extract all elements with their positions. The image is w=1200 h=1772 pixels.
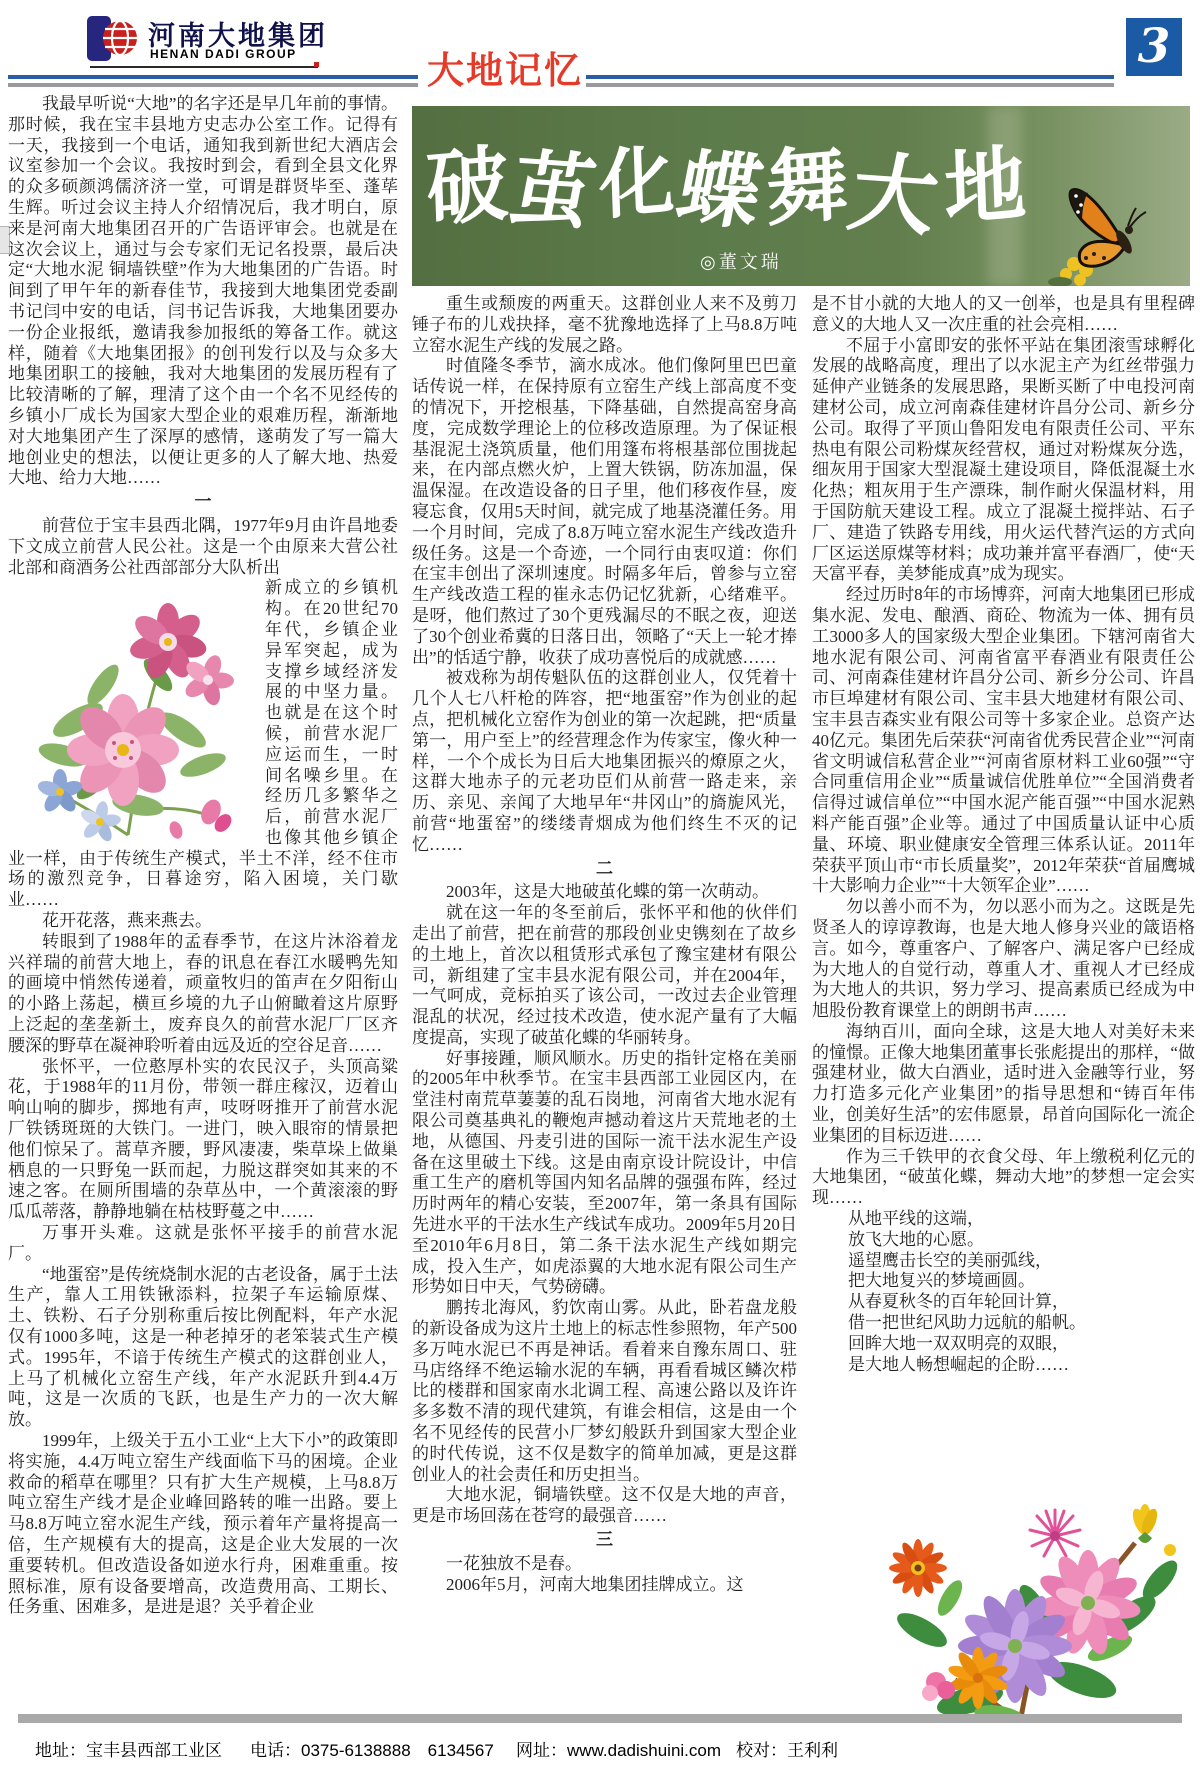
left-column [8, 94, 398, 1618]
footer-address: 地址：宝丰县西部工业区 [35, 1741, 222, 1760]
footer-proofreader: 校对：王利利 [736, 1741, 838, 1760]
poem-line: 回眸大地一双双明亮的双眼， [848, 1333, 1069, 1353]
paragraph: 前营位于宝丰县西北隅，1977年9月由许昌地委下文成立前营人民公社。这是一个由原来大营公社北部和商酒务公社西部部分大队析出 [8, 515, 398, 577]
footer-phone: 电话：0375-6138888 6134567 [250, 1741, 494, 1760]
paragraph: 鹏抟北海风，豹饮南山雾。从此，卧若盘龙般的新设备成为这片土地上的标志性参照物，年产500多万吨水泥已不再是神话。看着来自豫东周口、驻马店络绎不绝运输水泥的车辆，再看看城区鳞次栉比的楼群和国家南水北调工程、高速公路以及许许多多数不清的现代建筑，有谁会相信，这是由一个名不见经传的民营小厂梦幻般跃升到国家大型企业的时代传说，这不仅是数字的简单加减，更是这群创业人的社会责任和历史担当。 [412, 1298, 797, 1484]
paragraph: 不屈于小富即安的张怀平站在集团滚雪球孵化发展的战略高度，理出了以水泥主产为红丝带强力延伸产业链条的发展思路，果断买断了中电投河南建材公司，成立河南森佳建材许昌分公司、新乡分公司。取得了平顶山鲁阳发电有限责任公司、平东热电有限公司粉煤灰经营权，通过对粉煤灰分选，细灰用于国家大型混凝土建设项目，降低混凝土水化热；粗灰用于生产漂珠，制作耐火保温材料，用于国防航天建设工程。成立了混凝土搅拌站、石子厂、建造了铁路专用线，用火运代替汽运的方式向厂区运送原煤等材料；成功兼并富平春酒厂，使“天天富平春，美梦能成真”成为现实。 [812, 335, 1195, 584]
banner-image [412, 106, 1190, 286]
paragraph: 万事开头难。这就是张怀平接手的前营水泥厂。 [8, 1223, 398, 1263]
header-rule-blue-left [8, 75, 418, 79]
paragraph: 作为三千铁甲的衣食父母、年上缴税利亿元的大地集团，“破茧化蝶，舞动大地”的梦想一定会实现…… [812, 1146, 1195, 1208]
banner-calligraphy: 破 茧 化 蝶 舞 大 地 [424, 134, 1028, 249]
paragraph: 重生或颓废的两重天。这群创业人来不及剪刀锤子布的儿戏抉择，毫不犹豫地选择了上马8.8万吨立窑水泥生产线的发展之路。 [412, 294, 797, 355]
paragraph [8, 578, 398, 911]
section-marker-3: 三 [596, 1530, 613, 1550]
byline: ◎董文瑞 [700, 252, 782, 272]
paragraph: 海纳百川，面向全球，这是大地人对美好未来的憧憬。正像大地集团董事长张彪提出的那样，“做强建材业，做大白酒业，适时进入金融等行业，努力打造多元化产业集团”的指导思想和“铸百年伟业，创美好生活”的宏伟愿景，昂首向国际化一流企业集团的目标迈进…… [812, 1021, 1195, 1145]
footer-website: 网址：www.dadishuini.com [516, 1741, 722, 1760]
logo-red-dot [314, 62, 319, 67]
section-marker-1: 一 [194, 492, 212, 512]
paragraph: 被戏称为胡传魁队伍的这群创业人，仅凭着十几个人七八杆枪的阵容，把“地蛋窑”作为创业的起点，把机械化立窑作为创业的第一次起跳，把“质量第一，用户至上”的经营理念作为传家宝，像火种一样，一个个成长为日后大地集团振兴的燎原之火，这群大地赤子的元老功臣们从前营一路走来，亲历、亲见、亲闻了大地早年“井冈山”的旖旎风光，前营“地蛋窑”的缕缕青烟成为他们终生不灭的记忆…… [412, 668, 797, 854]
paragraph: 大地水泥，铜墙铁壁。这不仅是大地的声音，更是市场回荡在苍穹的最强音…… [412, 1485, 797, 1526]
logo-underline [90, 66, 318, 68]
paragraph: 转眼到了1988年的孟春季节，在这片沐浴着龙兴祥瑞的前营大地上，春的讯息在春江水暖鸭先知的画境中悄然传递着，顽童牧归的笛声在夕阳衔山的小路上荡起，横亘乡境的九子山俯瞰着这片原野上泛起的垄垄新土，废弃良久的前营水泥厂厂区齐腰深的野草在凝神聆听着由远及近的空谷足音…… [8, 931, 398, 1055]
paragraph: 花开花落，燕来燕去。 [42, 911, 212, 931]
right-column [812, 294, 1195, 1375]
logo-globe-icon [86, 14, 140, 64]
paragraph: 我最早听说“大地”的名字还是早几年前的事情。那时候，我在宝丰县地方史志办公室工作。记得有一天，我接到一个电话，通知我到新世纪大酒店会议室参加一个会议。我按时到会，看到全县文化界的众多硕颜鸿儒济济一堂，可谓是群贤毕至、蓬荜生辉。听过会议主持人介绍情况后，我才明白，原来是河南大地集团召开的广告语评审会。也就是在这次会议上，通过与会专家们无记名投票，最后决定“大地水泥 铜墙铁壁”作为大地集团的广告语。时间到了甲午年的新春佳节，我接到大地集团党委副书记闫中安的电话，闫书记告诉我，大地集团要办一份企业报纸，邀请我参加报纸的筹备工作。就这样，随着《大地集团报》的创刊发行以及与众多大地集团职工的接触，我对大地集团的发展历程有了比较清晰的了解，理清了这个由一个名不见经传的乡镇小厂成长为国家大型企业的艰难历程，渐渐地对大地集团产生了深厚的感情，遂萌发了写一篇大地创业史的想法，以便让更多的人了解大地、热爱大地、给力大地…… [8, 94, 398, 488]
footer [0, 1736, 1200, 1766]
paragraph: 是不甘小就的大地人的又一创举，也是具有里程碑意义的大地人又一次庄重的社会亮相…… [812, 294, 1195, 334]
paragraph: 就在这一年的冬至前后，张怀平和他的伙伴们走出了前营，把在前营的那段创业史镌刻在了故乡的土地上，首次以租赁形式承包了豫宝建材有限公司，新组建了宝丰县水泥有限公司，并在2004年，一气呵成，竞标拍买了该公司，一改过去企业管理混乱的状况，经过技术改造，使水泥产量有了大幅度提高，实现了破茧化蝶的华丽转身。 [412, 903, 797, 1047]
butterfly-icon [1036, 178, 1186, 286]
paragraph: 2006年5月，河南大地集团挂牌成立。这 [446, 1574, 744, 1594]
poem-line: 从春夏秋冬的百年轮回计算， [848, 1292, 1069, 1312]
paragraph: 时值隆冬季节，滴水成冰。他们像阿里巴巴童话传说一样，在保持原有立窑生产线上部高度不变的情况下，开挖根基，下降基础，自然提高窑身高度，完成数学理论上的位移改造原理。为了保证根基混泥土浇筑质量，他们用篷布将根基部位围拢起来，在内部点燃火炉，上置大铁锅，防冻加温，保温保湿。在改造设备的日子里，他们移夜作昼，废寝忘食，仅用5天时间，就完成了地基浇灌任务。用一个月时间，完成了8.8万吨立窑水泥生产线改造升级任务。这是一个奇迹，一个同行由衷叹道：你们在宝丰创出了深圳速度。时隔多年后，曾参与立窑生产线改造工程的崔永志仍记忆犹新，心绪难平。是呀，他们熬过了30个更残漏尽的不眠之夜，迎送了30个创业希冀的日落日出，领略了“天上一轮才捧出”的恬适宁静，收获了成功喜悦后的成就感…… [412, 356, 797, 667]
middle-column [412, 294, 797, 1595]
flower-decoration-bottom [830, 1488, 1195, 1723]
header-rule-blue-right [586, 75, 1114, 79]
logo-name-en: HENAN DADI GROUP [150, 47, 297, 61]
poem [848, 1209, 1195, 1375]
section-marker-2: 二 [596, 858, 613, 878]
paragraph: 好事接踵，顺风顺水。历史的指针定格在美丽的2005年中秋季节。在宝丰县西部工业园区内，在堂洼村南荒草萋萋的乱石岗地，河南省大地水泥有限公司奠基典礼的鞭炮声撼动着这片天荒地老的土地，从德国、丹麦引进的国际一流干法水泥生产设备在这里破土下线。这是由南京设计院设计，中信重工生产的磨机等国内知名品牌的强强布阵，经过历时两年的精心安装，至2007年，第一条具有国际先进水平的干法水生产线试车成功。2009年5月20日至2010年6月8日，第二条干法水泥生产线如期完成，投入生产，如虎添翼的大地水泥有限公司生产形势如日中天，气势磅礴。 [412, 1048, 797, 1297]
header-rule-gray-right [586, 83, 1114, 87]
page-number-badge: 3 [1126, 18, 1182, 76]
paragraph: 一花独放不是春。 [446, 1553, 582, 1573]
paragraph: 经过历时8年的市场博弈，河南大地集团已形成集水泥、发电、酿酒、商砼、物流为一体、拥有员工3000多人的国家级大型企业集团。下辖河南省大地水泥有限公司、河南省富平春酒业有限责任公司、河南森佳建材许昌分公司、新乡分公司、许昌市巨埠建材有限公司、宝丰县大地建材有限公司、宝丰县吉森实业有限公司等十多家企业。总资产达40亿元。集团先后荣获“河南省优秀民营企业”“河南省文明诚信私营企业”“河南省原材料工业60强”“守合同重信用企业”“质量诚信优胜单位”“全国消费者信得过诚信单位”“中国水泥产能百强”“中国水泥熟料产能百强”企业等。通过了中国质量认证中心质量、环境、职业健康安全管理三体系认证。2011年荣获平顶山市“市长质量奖”，2012年荣获“首届鹰城十大影响力企业”“十大领军企业”…… [812, 585, 1195, 896]
poem-line: 是大地人畅想崛起的企盼…… [848, 1354, 1069, 1374]
poem-line: 把大地复兴的梦境画圆。 [848, 1271, 1035, 1291]
poem-line: 放飞大地的心愿。 [848, 1229, 984, 1249]
paragraph: “地蛋窑”是传统烧制水泥的古老设备，属于土法生产，靠人工用铁锹添料，拉架子车运输原煤、土、铁粉、石子分别称重后按比例配料，年产水泥仅有1000多吨，这是一种老掉牙的老笨装式生产模式。1995年，不谙于传统生产模式的这群创业人，上马了机械化立窑生产线，年产水泥跃升到4.4万吨，这是一次质的飞跃，也是生产力的一次大解放。 [8, 1264, 398, 1430]
logo-name-cn: 河南大地集团 [148, 21, 328, 51]
paragraph: 2003年，这是大地破茧化蝶的第一次萌动。 [446, 882, 769, 902]
page-title: 大地记忆 [427, 50, 583, 91]
poem-line: 从地平线的这端， [848, 1209, 984, 1229]
paragraph: 1999年，上级关于五小工业“上大下小”的政策即将实施，4.4万吨立窑生产线面临下马的困境。企业救命的稻草在哪里？只有扩大生产规模，上马8.8万吨立窑生产线才是企业峰回路转的唯一出路。要上马8.8万吨立窑水泥生产线，预示着年产量将提高一倍，生产规模有大的提高，这是企业大发展的一次重要转机。但改造设备如逆水行舟，困难重重。按照标准，原有设备要增高，改造费用高、工期长、任务重、困难多，是进是退？关乎着企业 [8, 1431, 398, 1617]
paragraph-text: 新成立的乡镇机构。在20世纪70年代，乡镇企业异军突起，成为支撑乡域经济发展的中坚力量。也就是在这个时候，前营水泥厂应运而生，一时间名噪乡里。在经历几多繁华之后，前营水泥厂也像其他乡镇企业一样，由于传统生产模式，半土不洋，经不住市场的激烈竞争，日暮途穷，陷入困境，关门歇业…… [8, 578, 398, 910]
paragraph: 张怀平，一位憨厚朴实的农民汉子，头顶高粱花，于1988年的11月份，带领一群庄稼汉，迈着山响山响的脚步，掷地有声，吱呀呀推开了前营水泥厂铁锈斑斑的大铁门。一进门，映入眼帘的情景把他们惊呆了。蒿草齐腰，野风凄凄，柴草垛上做巢栖息的一只野兔一跃而起，力脱这群突如其来的不速之客。在厕所围墙的杂草丛中，一个黄滚滚的野瓜瓜蒂落，静静地躺在枯枝野蔓之中…… [8, 1056, 398, 1222]
paragraph: 勿以善小而不为，勿以恶小而为之。这既是先贤圣人的谆谆教诲，也是大地人修身兴业的箴语格言。如今，尊重客户、了解客户、满足客户已经成为大地人的自觉行动，尊重人才、重视人才已经成为大地人的共识，努力学习、提高素质已经成为中旭股份教育课堂上的朗朗书声…… [812, 897, 1195, 1021]
footer-rule [18, 1714, 1182, 1723]
header-rule-gray-left [8, 83, 418, 87]
flower-decoration-left [8, 580, 253, 845]
poem-line: 遥望鹰击长空的美丽弧线， [848, 1250, 1052, 1270]
poem-line: 借一把世纪风助力远航的船帆。 [848, 1313, 1086, 1333]
